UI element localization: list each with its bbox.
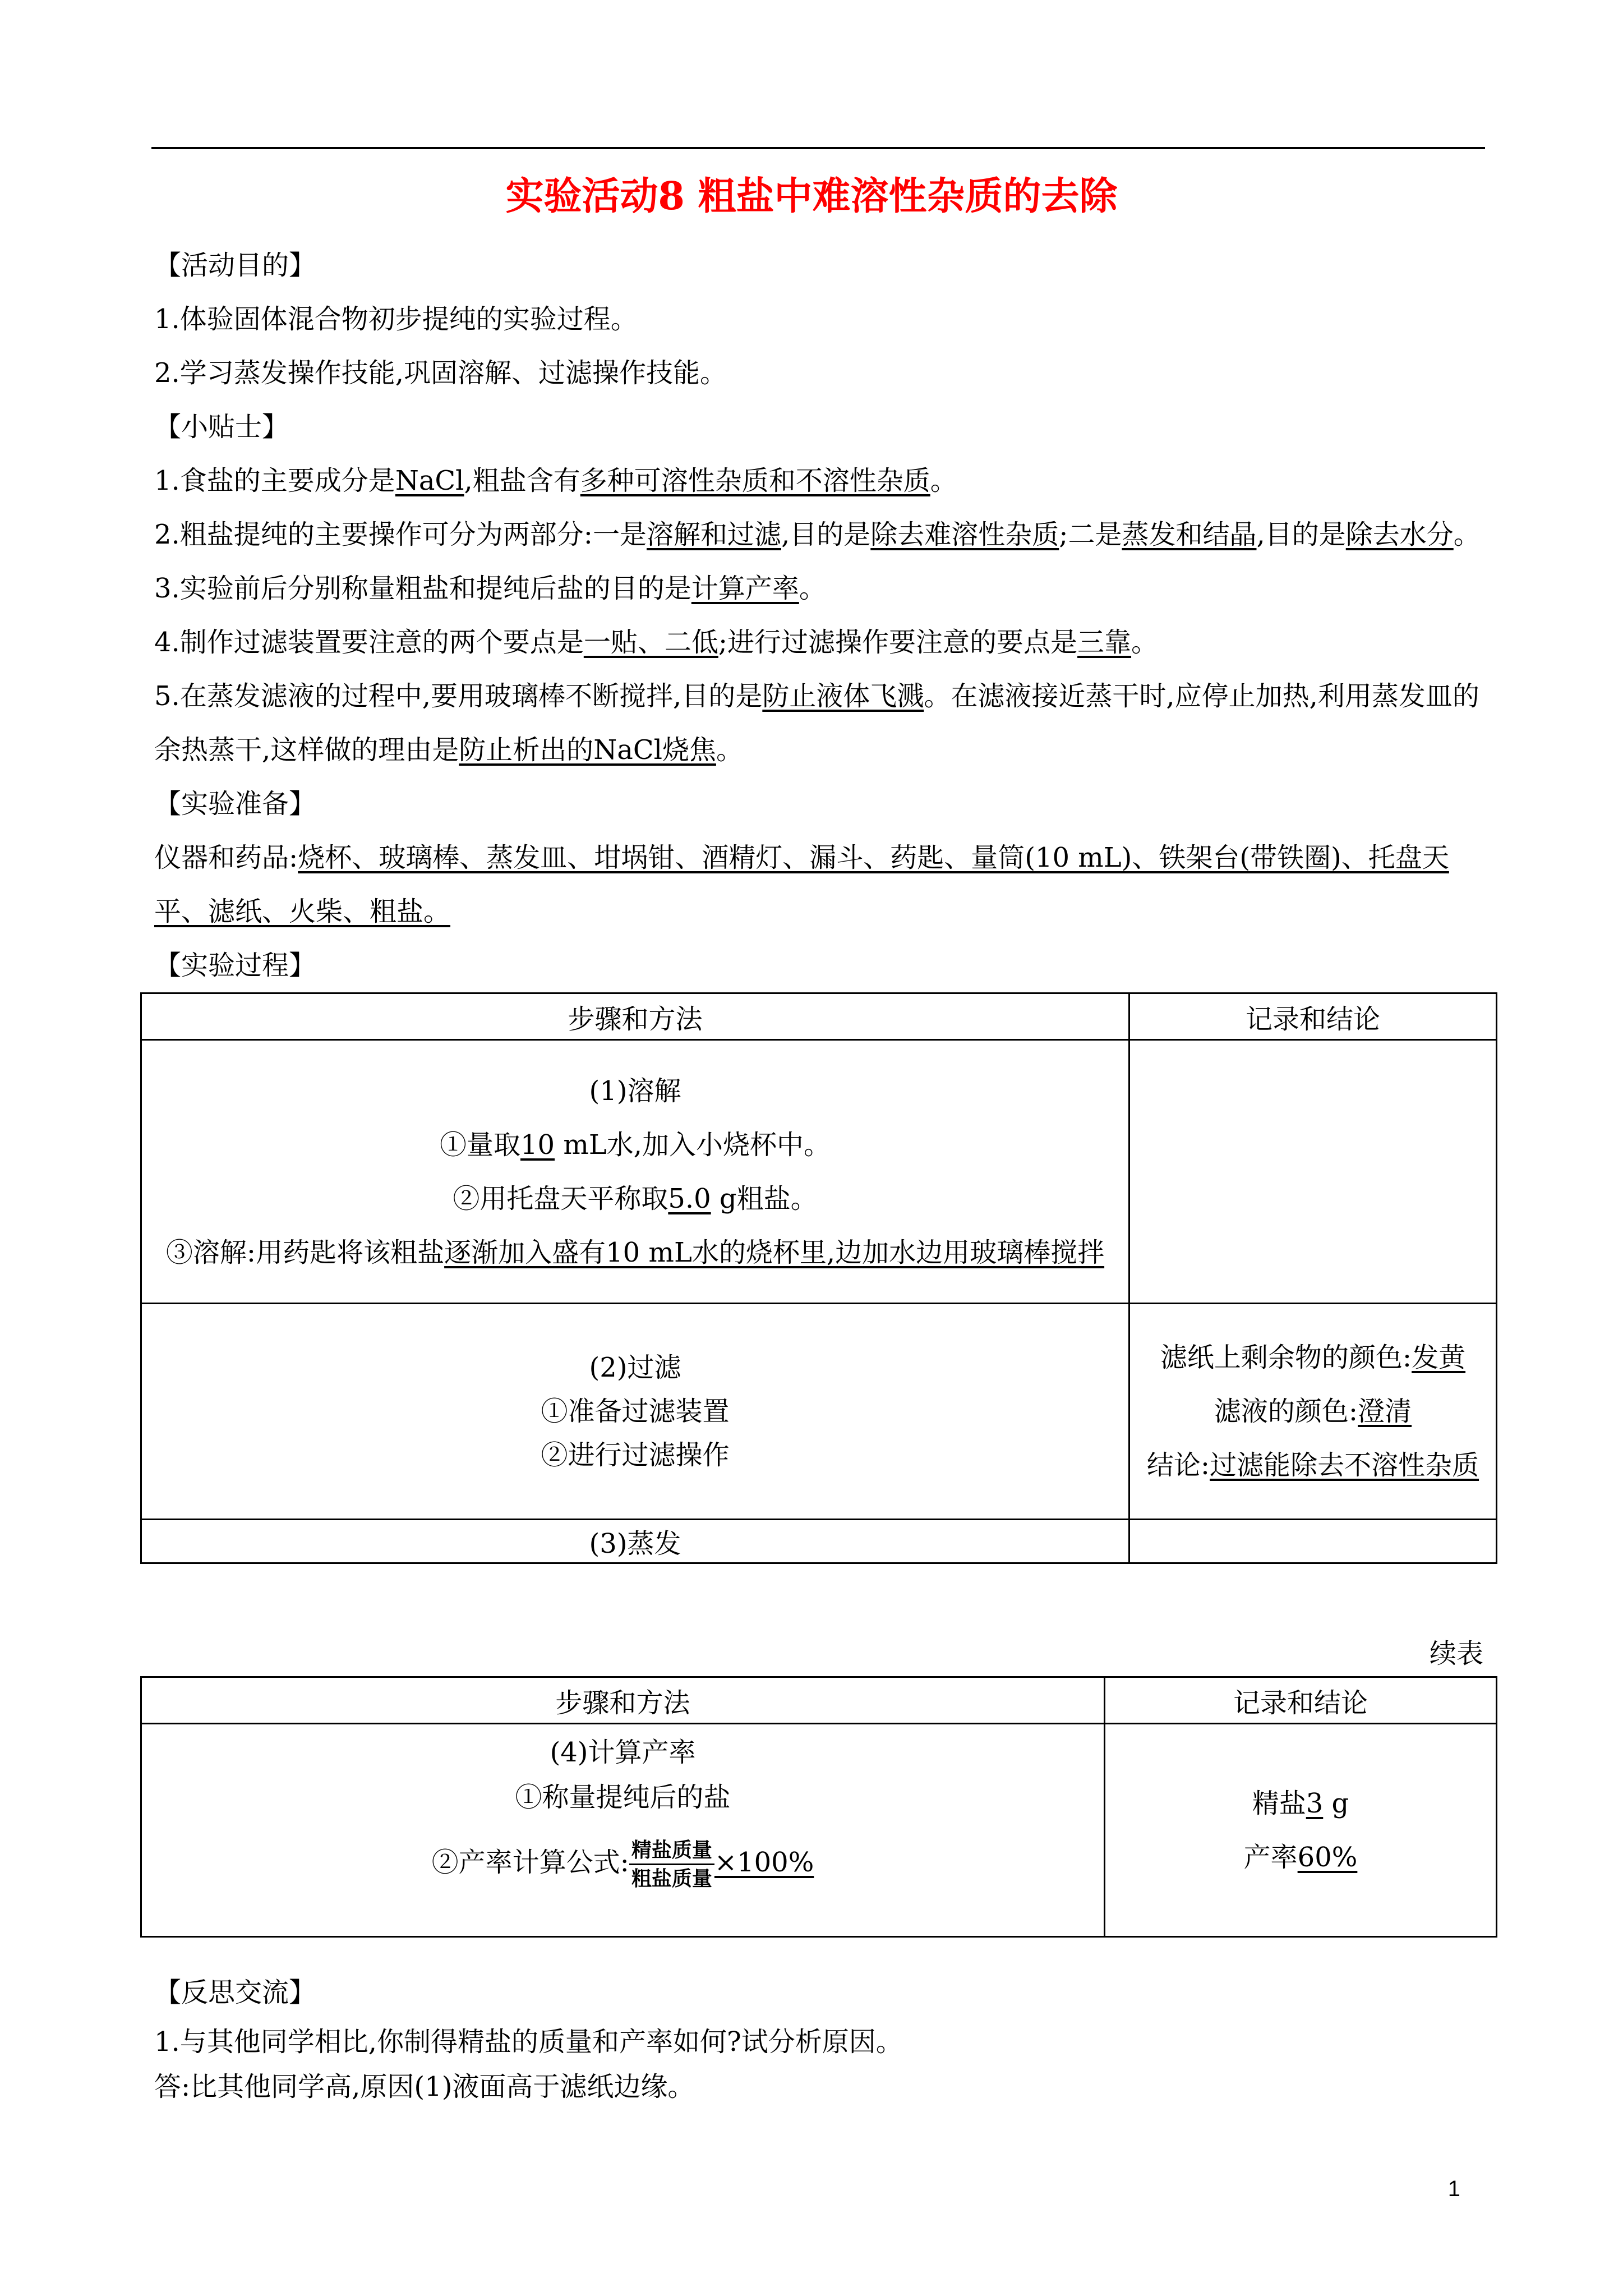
- process-table: [140, 992, 1497, 1564]
- col-header-records-2: 记录和结论: [1105, 1677, 1497, 1724]
- purpose-item-2: 2.学习蒸发操作技能,巩固溶解、过滤操作技能。: [154, 357, 727, 389]
- col-header-records: 记录和结论: [1129, 993, 1497, 1040]
- header-rule: [151, 147, 1485, 149]
- continued-label: 续表: [1429, 1638, 1483, 1669]
- step-evaporate: (3)蒸发: [141, 1520, 1129, 1563]
- prep-heading: 【实验准备】: [154, 788, 316, 820]
- tip-5: 5.在蒸发滤液的过程中,要用玻璃棒不断搅拌,目的是防止液体飞溅。在滤液接近蒸干时,应停止加热,利用蒸发皿的余热蒸干,这样做的理由是防止析出的NaCl烧焦。: [154, 680, 1479, 766]
- purpose-item-1: 1.体验固体混合物初步提纯的实验过程。: [154, 303, 638, 335]
- tip-1: 1.食盐的主要成分是NaCl,粗盐含有多种可溶性杂质和不溶性杂质。: [154, 465, 957, 496]
- page-title: 实验活动8 粗盐中难溶性杂质的去除: [505, 174, 1118, 219]
- prep-items: 仪器和药品:烧杯、玻璃棒、蒸发皿、坩埚钳、酒精灯、漏斗、药匙、量筒(10 mL)、铁架台(带铁圈)、托盘天平、滤纸、火柴、粗盐。: [154, 842, 1449, 927]
- col-header-steps-2: 步骤和方法: [141, 1677, 1105, 1724]
- reflection-question-1: 1.与其他同学相比,你制得精盐的质量和产率如何?试分析原因。: [154, 2026, 903, 2058]
- tip-4: 4.制作过滤装置要注意的两个要点是一贴、二低;进行过滤操作要注意的要点是三靠。: [154, 627, 1159, 658]
- record-dissolve: [1129, 1040, 1497, 1304]
- record-evaporate: [1129, 1520, 1497, 1563]
- yield-table: [140, 1676, 1497, 1938]
- tip-3: 3.实验前后分别称量粗盐和提纯后盐的目的是计算产率。: [154, 573, 826, 604]
- step-filter: (2)过滤 ①准备过滤装置 ②进行过滤操作: [141, 1304, 1129, 1520]
- reflection-answer-1: 答:比其他同学高,原因(1)液面高于滤纸边缘。: [154, 2071, 695, 2102]
- tip-2: 2.粗盐提纯的主要操作可分为两部分:一是溶解和过滤,目的是除去难溶性杂质;二是蒸发和结晶,目的是除去水分。: [154, 519, 1481, 550]
- record-yield: 精盐3 g 产率60%: [1105, 1724, 1497, 1937]
- step-dissolve: (1)溶解 ①量取10 mL水,加入小烧杯中。 ②用托盘天平称取5.0 g粗盐。 ③溶解:用药匙将该粗盐逐渐加入盛有10 mL水的烧杯里,边加水边用玻璃棒搅拌: [141, 1040, 1129, 1304]
- purpose-heading: 【活动目的】: [154, 250, 316, 281]
- tips-heading: 【小贴士】: [154, 411, 289, 443]
- page-number: 1: [1447, 2177, 1460, 2201]
- process-heading: 【实验过程】: [154, 950, 316, 981]
- document-body: [154, 238, 1489, 2109]
- record-filter: 滤纸上剩余物的颜色:发黄 滤液的颜色:澄清 结论:过滤能除去不溶性杂质: [1129, 1304, 1497, 1520]
- col-header-steps: 步骤和方法: [141, 993, 1129, 1040]
- yield-formula-fraction: $\frac{\text{精盐质量}}{\text{粗盐质量}}$: [629, 1837, 714, 1892]
- step-yield: (4)计算产率 ①称量提纯后的盐 ②产率计算公式: $\frac{\text{精盐质量}}{\text{粗盐质量}}$ ×100%: [141, 1724, 1105, 1937]
- reflection-heading: 【反思交流】: [154, 1977, 316, 2008]
